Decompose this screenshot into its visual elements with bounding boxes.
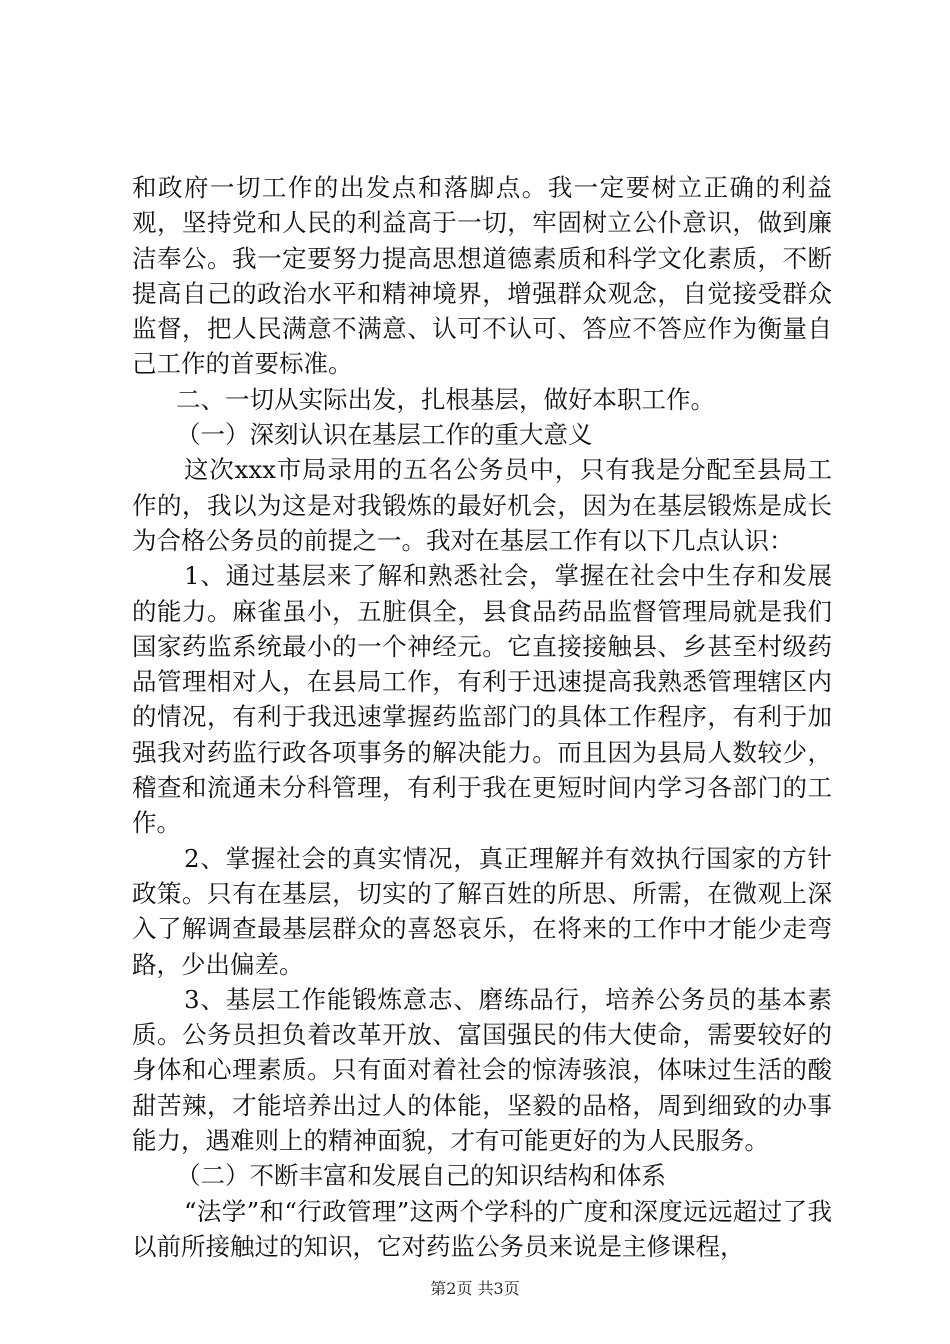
document-body [132,170,832,1264]
subsection-heading-2: （二）不断丰富和发展自己的知识结构和体系 [176,1161,666,1191]
paragraph-intro: 这次xxx市局录用的五名公务员中，只有我是分配至县局工作的，我以为这是对我锻炼的最好机会，因为在基层锻炼是成长为合格公务员的前提之一。我对在基层工作有以下几点认识： [132,455,832,555]
paragraph-point-3: 3、基层工作能锻炼意志、磨练品行，培养公务员的基本素质。公务员担负着改革开放、富国强民的伟大使命，需要较好的身体和心理素质。只有面对着社会的惊涛骇浪，体味过生活的酸甜苦辣，才能培养出过人的体能，坚毅的品格，周到细致的办事能力，遇难则上的精神面貌，才有可能更好的为人民服务。 [132,984,832,1156]
paragraph-point-1: 1、通过基层来了解和熟悉社会，掌握在社会中生存和发展的能力。麻雀虽小，五脏俱全，县食品药品监督管理局就是我们国家药监系统最小的一个神经元。它直接接触县、乡甚至村级药品管理相对人，在县局工作，有利于迅速提高我熟悉管理辖区内的情况，有利于我迅速掌握药监部门的具体工作程序，有利于加强我对药监行政各项事务的解决能力。而且因为县局人数较少，稽查和流通未分科管理，有利于我在更短时间内学习各部门的工作。 [132,561,832,838]
page-footer: 第2页 共3页 [430,1279,520,1298]
paragraph-knowledge: “法学”和“行政管理”这两个学科的广度和深度远远超过了我以前所接触过的知识，它对药监公务员来说是主修课程， [132,1196,832,1261]
subsection-heading-1: （一）深刻认识在基层工作的重大意义 [176,420,593,450]
paragraph-point-2: 2、掌握社会的真实情况，真正理解并有效执行国家的方针政策。只有在基层，切实的了解百姓的所思、所需，在微观上深入了解调查最基层群众的喜怒哀乐，在将来的工作中才能少走弯路，少出偏差。 [132,843,832,979]
paragraph-continuation: 和政府一切工作的出发点和落脚点。我一定要树立正确的利益观，坚持党和人民的利益高于一切，牢固树立公仆意识，做到廉洁奉公。我一定要努力提高思想道德素质和科学文化素质，不断提高自己的政治水平和精神境界，增强群众观念，自觉接受群众监督，把人民满意不满意、认可不认可、答应不答应作为衡量自己工作的首要标准。 [132,173,832,379]
section-heading-2: 二、一切从实际出发，扎根基层，做好本职工作。 [176,384,715,414]
